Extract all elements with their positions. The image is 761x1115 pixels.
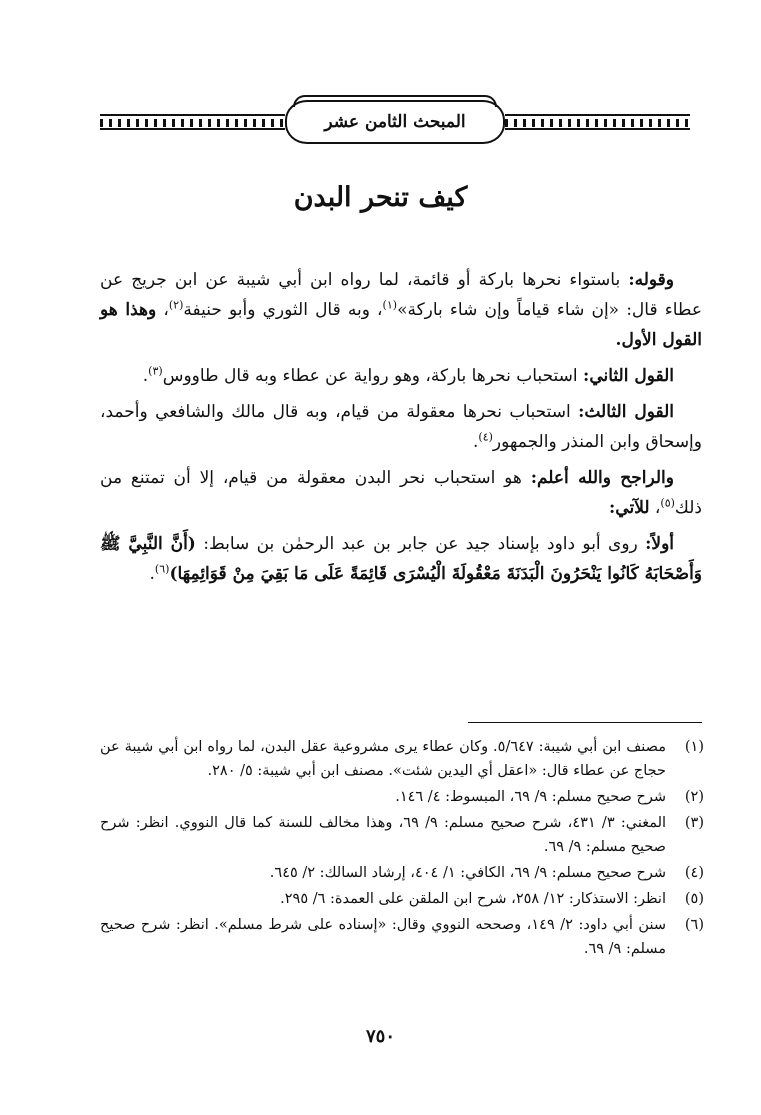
paragraph-lead: والراجح والله أعلم:	[530, 468, 674, 488]
chapter-header-box	[285, 100, 505, 144]
paragraph-lead: القول الثاني:	[583, 366, 674, 386]
section-title: كيف تنحر البدن	[293, 182, 468, 213]
paragraph-lead: وقوله:	[628, 270, 674, 290]
footnote-separator	[468, 722, 702, 723]
footnote-ref: (٣)	[148, 364, 163, 378]
footnote-text: شرح صحيح مسلم: ٩/ ٦٩، الكافي: ١/ ٤٠٤، إرشاد السالك: ٢/ ٦٤٥.	[269, 865, 666, 881]
page-number: ٧٥٠	[365, 1026, 395, 1047]
paragraph-text: استحباب نحرها معقولة من قيام، وبه قال مالك والشافعي وأحمد، وإسحاق وابن المنذر والجمهور	[100, 402, 702, 452]
footnote-ref: (٦)	[154, 562, 170, 576]
paragraph-bold-end: وهذا هو القول الأول.	[100, 300, 702, 350]
paragraph-1	[100, 265, 702, 355]
footnote	[100, 887, 704, 911]
footnote-ref: (٤)	[478, 430, 493, 444]
footnote-number: (١)	[684, 739, 704, 755]
body-text	[100, 265, 702, 595]
footnote-number: (٥)	[684, 891, 704, 907]
footnote-text: انظر: الاستذكار: ١٢/ ٢٥٨، شرح ابن الملقن على العمدة: ٦/ ٢٩٥.	[280, 891, 666, 907]
footnote-text: سنن أبي داود: ٢/ ١٤٩، وصححه النووي وقال: «إسناده على شرط مسلم». انظر: شرح صحيح مسلم: ٩/ ٦٩.	[100, 917, 666, 957]
footnote	[100, 811, 704, 859]
footnote	[100, 913, 704, 961]
footnote-ref: (٥)	[660, 496, 675, 510]
hadith-quote: (أَنَّ النَّبِيَّ ﷺ وَأَصْحَابَهُ كَانُوا يَنْحَرُونَ الْبَدَنَةَ مَعْقُولَةَ الْيُسْرَى قَائِمَةً عَلَى مَا بَقِيَ مِنْ قَوَائِمِهَا)	[100, 534, 702, 584]
paragraph-lead: القول الثالث:	[578, 402, 674, 422]
footnote-ref: (١)	[382, 298, 398, 312]
footnote-number: (٣)	[684, 815, 704, 831]
chapter-title: المبحث الثامن عشر	[324, 112, 466, 132]
footnote	[100, 785, 704, 809]
paragraph-2	[100, 361, 702, 391]
footnote-number: (٤)	[684, 865, 704, 881]
footnote	[100, 735, 704, 783]
footnote-number: (٦)	[684, 917, 704, 933]
chapter-header	[100, 100, 690, 144]
footnote-ref: (٢)	[168, 298, 184, 312]
footnote-text: مصنف ابن أبي شيبة: ٥/٦٤٧. وكان عطاء يرى مشروعية عقل البدن، لما رواه ابن أبي شيبة عن حجاج عن عطاء قال: «اعقل أي اليدين شئت». مصنف ابن أبي شيبة: ٥/ ٢٨٠.	[100, 739, 666, 779]
footnote-number: (٢)	[684, 789, 704, 805]
paragraph-text: استحباب نحرها باركة، وهو رواية عن عطاء وبه قال طاووس	[162, 366, 584, 386]
paragraph-text: روى أبو داود بإسناد جيد عن جابر بن عبد الرحمٰن بن سابط:	[203, 534, 646, 554]
footnote-text: شرح صحيح مسلم: ٩/ ٦٩، المبسوط: ٤/ ١٤٦.	[395, 789, 666, 805]
footnotes	[100, 735, 704, 963]
paragraph-3	[100, 397, 702, 457]
paragraph-text: باستواء نحرها باركة أو قائمة، لما رواه ابن أبي شيبة عن ابن جريج عن عطاء قال: «إن شاء قياماً وإن شاء باركة»	[100, 270, 702, 320]
paragraph-text: .	[149, 564, 155, 584]
paragraph-text: هو استحباب نحر البدن معقولة من قيام، إلا أن تمتنع من ذلك	[100, 468, 702, 518]
paragraph-text: .	[142, 366, 149, 386]
paragraph-text: ،	[156, 300, 169, 320]
paragraph-lead: أولاً:	[645, 534, 674, 554]
paragraph-5	[100, 529, 702, 589]
paragraph-text: ،	[649, 498, 661, 518]
ornament-right	[505, 114, 690, 130]
footnote-text: المغني: ٣/ ٤٣١، شرح صحيح مسلم: ٩/ ٦٩، وهذا مخالف للسنة كما قال النووي. انظر: شرح صحيح مسلم: ٩/ ٦٩.	[100, 815, 667, 855]
paragraph-text: ، وبه قال الثوري وأبو حنيفة	[183, 300, 383, 320]
paragraph-text: .	[473, 432, 479, 452]
paragraph-bold-end: للآتي:	[609, 498, 650, 518]
ornament-left	[100, 114, 285, 130]
paragraph-4	[100, 463, 702, 523]
footnote	[100, 861, 704, 885]
